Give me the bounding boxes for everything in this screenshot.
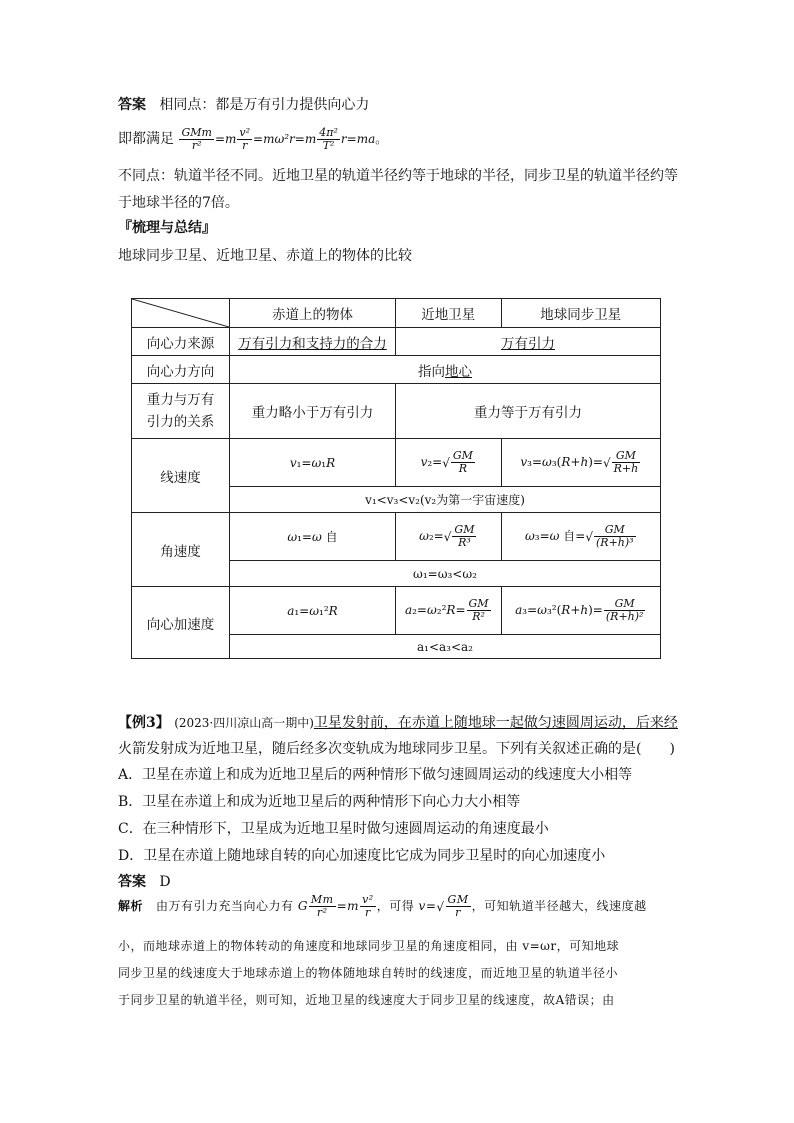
centripetal-formula: $\frac{\text{GMm}}{\text{r²}}$ =m $\frac{\text{v²}}{r}$ =mω²r=m $\frac{\text{4π²}}{\text{T²}}$ r=ma。 [181, 126, 388, 152]
analysis-line-4: 于同步卫星的轨道半径，则可知，近地卫星的线速度大于同步卫星的线速度，故A错误；由 [118, 993, 615, 1007]
row-label-direction: 向心力方向 [132, 356, 230, 384]
example-stem-1: 卫星发射前，在赤道上随地球一起做匀速圆周运动，后来经 [313, 715, 678, 731]
source-satellites: 万有引力 [395, 328, 660, 356]
option-a: A．卫星在赤道上和成为近地卫星后的两种情形下做匀速圆周运动的线速度大小相等 [118, 767, 633, 783]
formula-line [118, 122, 387, 156]
different-line-1: 不同点：轨道半径不同。近地卫星的轨道半径约等于地球的半径，同步卫星的轨道半径约等 [118, 168, 678, 184]
gravity-equator: 重力略小于万有引力 [230, 384, 396, 439]
option-b: B．卫星在赤道上和成为近地卫星后的两种情形下向心力大小相等 [118, 794, 521, 810]
angular-compare: ω₁=ω₃<ω₂ [230, 561, 661, 587]
answer-similar-text: 相同点：都是万有引力提供向心力 [159, 97, 370, 113]
linear-sync: v₃=ω₃(R+h)=√ $\frac{GM}{R+h}$ [501, 439, 660, 487]
comparison-table [131, 298, 661, 659]
accel-compare: a₁<a₃<a₂ [230, 635, 661, 659]
row-label-angular: 角速度 [132, 513, 230, 587]
angular-sync: ω₃=ω 自=√ $\frac{GM}{\text{(R+h)³}}$ [501, 513, 660, 561]
analysis-formula-2: v=√ $\frac{GM}{r}$ [418, 893, 469, 919]
summary-subtitle: 地球同步卫星、近地卫星、赤道上的物体的比较 [118, 248, 412, 264]
analysis-line1-c: ，可知轨道半径越大，线速度越 [471, 899, 647, 913]
direction-value: 指向地心 [230, 356, 661, 384]
formula-prefix: 即都满足 [118, 131, 174, 147]
accel-equator: a₁=ω₁²R [230, 587, 396, 635]
analysis-line1-b: ，可得 [376, 899, 415, 913]
row-label-gravity: 重力与万有 引力的关系 [132, 384, 230, 439]
analysis-line-1 [118, 888, 688, 925]
angular-equator: ω₁=ω 自 [230, 513, 396, 561]
source-equator: 万有引力和支持力的合力 [230, 328, 396, 356]
linear-compare: v₁<v₃<v₂(v₂为第一宇宙速度) [230, 487, 661, 513]
example-stem-line-1 [118, 713, 678, 733]
example-answer-value: D [159, 874, 171, 890]
linear-equator: v₁=ω₁R [230, 439, 396, 487]
header-near-earth: 近地卫星 [395, 299, 501, 328]
answer-label: 答案 [118, 97, 146, 113]
analysis-line1-a: 由万有引力充当向心力有 [155, 899, 294, 913]
row-label-linear: 线速度 [132, 439, 230, 513]
diagonal-header-cell [132, 299, 230, 328]
answer-similar-line [118, 95, 369, 115]
header-equator: 赤道上的物体 [230, 299, 396, 328]
analysis-label: 解析 [118, 899, 144, 913]
option-c: C．在三种情形下，卫星成为近地卫星时做匀速圆周运动的角速度最小 [118, 821, 549, 837]
analysis-line-3: 同步卫星的线速度大于地球赤道上的物体随地球自转时的线速度，而近地卫星的轨道半径小 [118, 966, 619, 980]
angular-near: ω₂=√ $\frac{GM}{\text{R³}}$ [395, 513, 501, 561]
row-label-source: 向心力来源 [132, 328, 230, 356]
header-sync: 地球同步卫星 [501, 299, 660, 328]
analysis-formula-1: G $\frac{Mm}{\text{r²}}$ =m $\frac{\text{v²}}{r}$ [297, 893, 374, 919]
row-label-accel: 向心加速度 [132, 587, 230, 659]
summary-heading: 『梳理与总结』 [118, 220, 216, 236]
diagonal-line [132, 299, 229, 327]
accel-sync: a₃=ω₃²(R+h)= $\frac{GM}{\text{(R+h)²}}$ [501, 587, 660, 635]
gravity-satellites: 重力等于万有引力 [395, 384, 660, 439]
example-stem-line-2: 火箭发射成为近地卫星，随后经多次变轨成为地球同步卫星。下列有关叙述正确的是( ) [118, 741, 675, 757]
different-line-2: 于地球半径的7倍。 [118, 195, 239, 211]
accel-near: a₂=ω₂²R= $\frac{GM}{\text{R²}}$ [395, 587, 501, 635]
option-d: D．卫星在赤道上随地球自转的向心加速度比它成为同步卫星时的向心加速度小 [118, 848, 606, 864]
example-tag: 【例3】 [118, 715, 170, 731]
example-source: (2023·四川凉山高一期中) [174, 716, 314, 730]
linear-near: v₂=√ $\frac{GM}{R}$ [395, 439, 501, 487]
analysis-line-2: 小，而地球赤道上的物体转动的角速度和地球同步卫星的角速度相同，由 v=ωr，可知地球 [118, 939, 620, 953]
example-answer-label: 答案 [118, 874, 146, 890]
